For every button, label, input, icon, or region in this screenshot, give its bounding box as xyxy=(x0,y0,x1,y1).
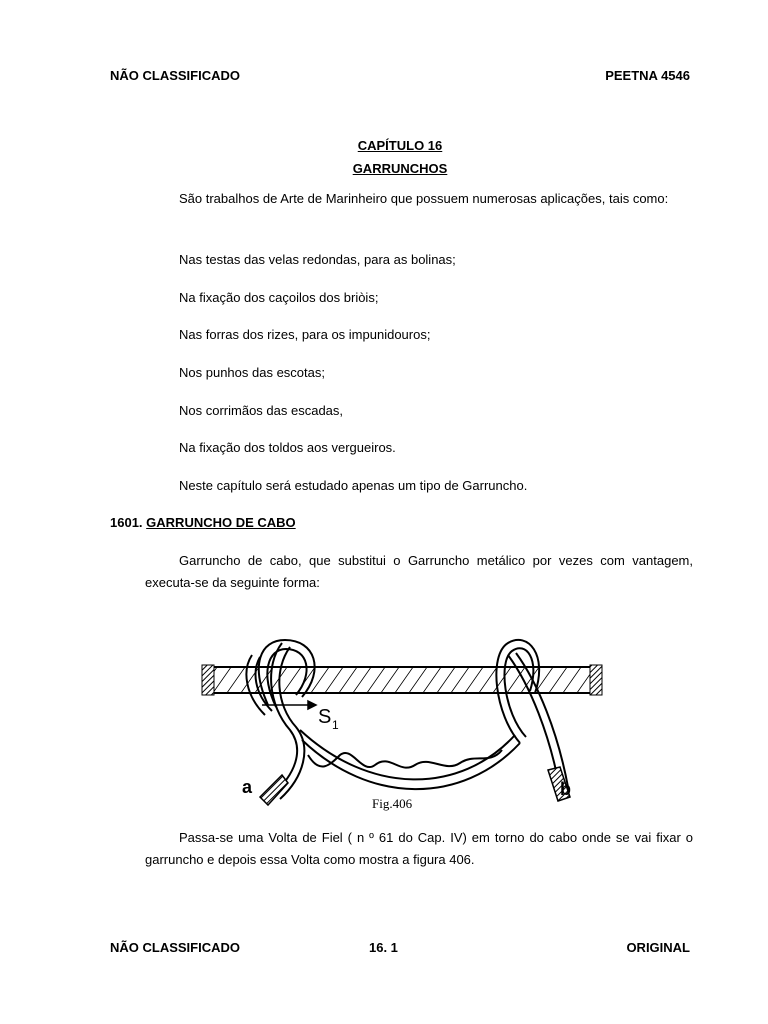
section-number: 1601. xyxy=(110,515,143,530)
list-item: Na fixação dos toldos aos vergueiros. xyxy=(179,440,396,455)
note-text: Neste capítulo será estudado apenas um tipo de Garruncho. xyxy=(179,478,528,493)
list-item: Nos corrimãos das escadas, xyxy=(179,403,344,418)
list-item: Nas testas das velas redondas, para as bolinas; xyxy=(179,252,456,267)
left-loop xyxy=(246,640,314,799)
intro-paragraph xyxy=(145,188,693,210)
list-item: Na fixação dos caçoilos dos briòis; xyxy=(179,290,379,305)
closing-text: Passa-se uma Volta de Fiel ( n º 61 do Cap. IV) em torno do cabo onde se vai fixar o garruncho e depois essa Volta como mostra a figura 406. xyxy=(145,830,693,867)
label-a: a xyxy=(242,777,253,797)
lower-arc xyxy=(300,730,520,789)
rope-diagram xyxy=(190,625,610,825)
end-a xyxy=(260,775,288,805)
label-b: b xyxy=(560,779,571,799)
footer-classification: NÃO CLASSIFICADO xyxy=(110,940,240,955)
chapter-number: CAPÍTULO 16 xyxy=(357,138,443,153)
header-document-code: PEETNA 4546 xyxy=(605,68,690,83)
figure-caption: Fig.406 xyxy=(372,796,413,811)
label-s: S xyxy=(318,706,332,728)
page-number: 16. 1 xyxy=(369,940,398,955)
closing-paragraph xyxy=(145,827,693,871)
section-heading xyxy=(110,515,296,530)
chapter-title: GARRUNCHOS xyxy=(352,161,448,176)
intro-text: São trabalhos de Arte de Marinheiro que possuem numerosas aplicações, tais como: xyxy=(179,191,669,206)
section-title: GARRUNCHO DE CABO xyxy=(146,515,296,530)
header-classification: NÃO CLASSIFICADO xyxy=(110,68,240,83)
section-paragraph xyxy=(145,550,693,594)
footer-status: ORIGINAL xyxy=(626,940,690,955)
figure-406 xyxy=(190,625,610,825)
label-s-subscript: 1 xyxy=(332,718,339,732)
section-text: Garruncho de cabo, que substitui o Garruncho metálico por vezes com vantagem, executa-se da seguinte forma: xyxy=(145,553,693,590)
list-item: Nas forras dos rizes, para os impunidouros; xyxy=(179,327,431,342)
list-item: Nos punhos das escotas; xyxy=(179,365,325,380)
